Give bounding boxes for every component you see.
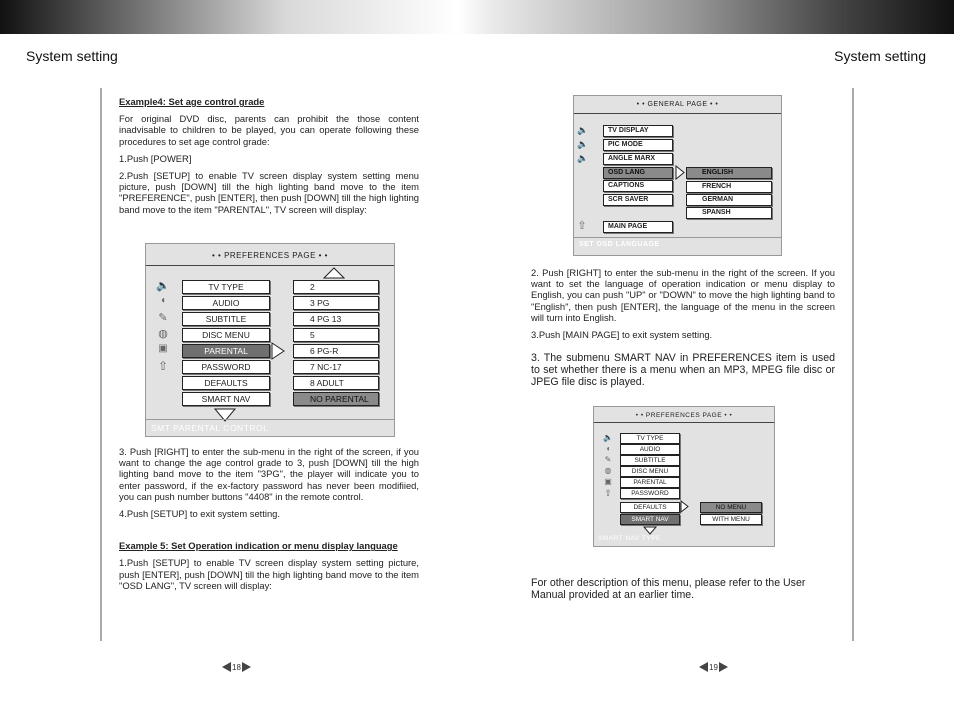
menu-captions[interactable]: CAPTIONS <box>603 180 673 192</box>
speaker-icon: ◖ <box>159 295 167 306</box>
arrow-up-icon: ⇧ <box>577 220 587 232</box>
example4-step4: 4.Push [SETUP] to exit system setting. <box>119 508 281 520</box>
example4-intro: For original DVD disc, parents can prohibit the those content inadvisable to children to be played, you can operate following these procedures to set age control grade: <box>119 113 419 147</box>
option-with-menu[interactable]: WITH MENU <box>700 514 762 525</box>
screen-title: • • PREFERENCES PAGE • • <box>212 251 328 260</box>
example5-title: Example 5: Set Operation indication or menu display language <box>119 540 398 552</box>
option-4-pg13[interactable]: 4 PG 13 <box>293 312 379 326</box>
left-margin-rule <box>100 88 102 641</box>
arrow-up-icon: ⇧ <box>157 359 169 373</box>
speaker-icon: 🔈 <box>577 139 589 149</box>
other-description <box>531 577 835 607</box>
smart-nav-paragraph <box>531 352 835 395</box>
menu-password[interactable]: PASSWORD <box>620 488 680 499</box>
menu-subtitle[interactable]: SUBTITLE <box>182 312 270 326</box>
menu-smart-nav[interactable]: SMART NAV <box>620 514 680 525</box>
screen-footer-divider <box>574 237 781 238</box>
menu-osd-lang[interactable]: OSD LANG <box>603 167 673 179</box>
screen-title: • • GENERAL PAGE • • <box>636 101 719 108</box>
menu-password[interactable]: PASSWORD <box>182 360 270 374</box>
speaker-icon: 🔈 <box>577 153 589 163</box>
menu-angle-marx[interactable]: ANGLE MARX <box>603 153 673 165</box>
option-8-adult[interactable]: 8 ADULT <box>293 376 379 390</box>
disc-icon: ◍ <box>158 328 168 340</box>
example4-title: Example4: Set age control grade <box>119 96 265 107</box>
menu-defaults[interactable]: DEFAULTS <box>182 376 270 390</box>
preferences-parental-screen <box>145 243 395 437</box>
example4-step3: 3. Push [RIGHT] to enter the sub-menu in the right of the screen, if you want to change the age control grade to 3, push [DOWN] till the high lighting band move to the item "3PG", the player will indicate you to enter password, if the ex-factory password has never been modifiied, you can push number buttons "4408" in the remote control. <box>119 446 419 502</box>
screen-footer-divider <box>146 419 394 420</box>
option-english[interactable]: ENGLISH <box>686 167 772 179</box>
right-page-number <box>699 662 728 672</box>
option-2[interactable]: 2 <box>293 280 379 294</box>
menu-tv-display[interactable]: TV DISPLAY <box>603 125 673 137</box>
top-gradient-bar <box>0 0 954 34</box>
option-no-menu[interactable]: NO MENU <box>700 502 762 513</box>
general-step3: 3.Push [MAIN PAGE] to exit system setting. <box>531 329 713 341</box>
next-triangle-icon <box>242 662 251 672</box>
next-triangle-icon <box>719 662 728 672</box>
example5-step1: 1.Push [SETUP] to enable TV screen display system setting picture, push [ENTER], push [DOWN] till the high lighting band move to the item "OSD LANG", TV screen will display: <box>119 557 419 591</box>
prev-triangle-icon <box>699 662 708 672</box>
pen-icon: ✎ <box>604 455 612 464</box>
screen-footer: SET OSD LANGUAGE <box>579 241 660 248</box>
menu-smart-nav[interactable]: SMART NAV <box>182 392 270 406</box>
main-page-button[interactable]: MAIN PAGE <box>603 221 673 233</box>
screen-divider <box>594 422 774 423</box>
menu-disc-menu[interactable]: DISC MENU <box>182 328 270 342</box>
option-5[interactable]: 5 <box>293 328 379 342</box>
menu-tv-type[interactable]: TV TYPE <box>620 433 680 444</box>
option-german[interactable]: GERMAN <box>686 194 772 206</box>
menu-pic-mode[interactable]: PIC MODE <box>603 139 673 151</box>
menu-parental[interactable]: PARENTAL <box>620 477 680 488</box>
lock-icon: ▣ <box>158 343 168 354</box>
prev-triangle-icon <box>222 662 231 672</box>
general-step2: 2. Push [RIGHT] to enter the sub-menu in the right of the screen. If you want to set the language of operation indication or menu display to English, you can push "UP" or "DOWN" to move the high lighting band to "English", then push [ENTER], the language of the menu in the screen will turn into English. <box>531 267 835 323</box>
menu-tv-type[interactable]: TV TYPE <box>182 280 270 294</box>
arrow-right-icon <box>680 500 689 513</box>
menu-scr-saver[interactable]: SCR SAVER <box>603 194 673 206</box>
menu-audio[interactable]: AUDIO <box>620 444 680 455</box>
left-column-bottom <box>119 446 419 597</box>
arrow-right-icon <box>271 342 285 360</box>
chevron-up-icon <box>323 267 345 279</box>
page-number-text: 19 <box>709 662 718 672</box>
left-page-number <box>222 662 251 672</box>
screen-title: • • PREFERENCES PAGE • • <box>635 412 733 419</box>
arrow-right-icon <box>675 165 685 180</box>
example4-step2: 2.Push [SETUP] to enable TV screen display system setting menu picture, push [DOWN] till the high lighting band move to the item "PREFERENCE", push [ENTER], then push [DOWN] till the high lighting band move to the item "PARENTAL", TV screen will display: <box>119 170 419 215</box>
option-7-nc17[interactable]: 7 NC-17 <box>293 360 379 374</box>
menu-disc-menu[interactable]: DISC MENU <box>620 466 680 477</box>
pen-icon: ✎ <box>158 312 168 324</box>
disc-icon: ◍ <box>604 466 612 475</box>
smart-nav-text: 3. The submenu SMART NAV in PREFERENCES item is used to set whether there is a menu when an MP3, MPEG file disc or JPEG file disc is played. <box>531 352 835 389</box>
example4-step1: 1.Push [POWER] <box>119 152 192 164</box>
right-page-header: System setting <box>834 48 926 64</box>
chevron-down-icon <box>643 526 657 535</box>
preferences-smart-nav-screen <box>593 406 775 547</box>
right-margin-rule <box>852 88 854 641</box>
left-column-top <box>119 96 419 221</box>
general-page-screen <box>573 95 782 256</box>
screen-footer: SMART NAV TYPE <box>598 535 661 542</box>
screen-footer: SMT PARENTAL CONTROL <box>151 423 269 433</box>
option-6-pg-r[interactable]: 6 PG-R <box>293 344 379 358</box>
menu-subtitle[interactable]: SUBTITLE <box>620 455 680 466</box>
other-description-text: For other description of this menu, please refer to the User Manual provided at an earlier time. <box>531 577 806 602</box>
speaker-icon: 🔈 <box>156 280 170 292</box>
lock-icon: ▣ <box>604 477 612 486</box>
arrow-up-icon: ⇧ <box>604 488 612 498</box>
left-page-header: System setting <box>26 48 118 64</box>
menu-audio[interactable]: AUDIO <box>182 296 270 310</box>
menu-defaults[interactable]: DEFAULTS <box>620 502 680 513</box>
option-spansh[interactable]: SPANSH <box>686 207 772 219</box>
screen-divider <box>146 265 394 266</box>
speaker-icon: 🔈 <box>603 433 613 442</box>
right-column-text <box>531 267 835 346</box>
option-3-pg[interactable]: 3 PG <box>293 296 379 310</box>
screen-divider <box>574 113 781 114</box>
speaker-icon: ◖ <box>605 444 611 453</box>
option-french[interactable]: FRENCH <box>686 181 772 193</box>
speaker-icon: 🔈 <box>577 125 589 135</box>
option-no-parental[interactable]: NO PARENTAL <box>293 392 379 406</box>
menu-parental[interactable]: PARENTAL <box>182 344 270 358</box>
page-number-text: 18 <box>232 662 241 672</box>
